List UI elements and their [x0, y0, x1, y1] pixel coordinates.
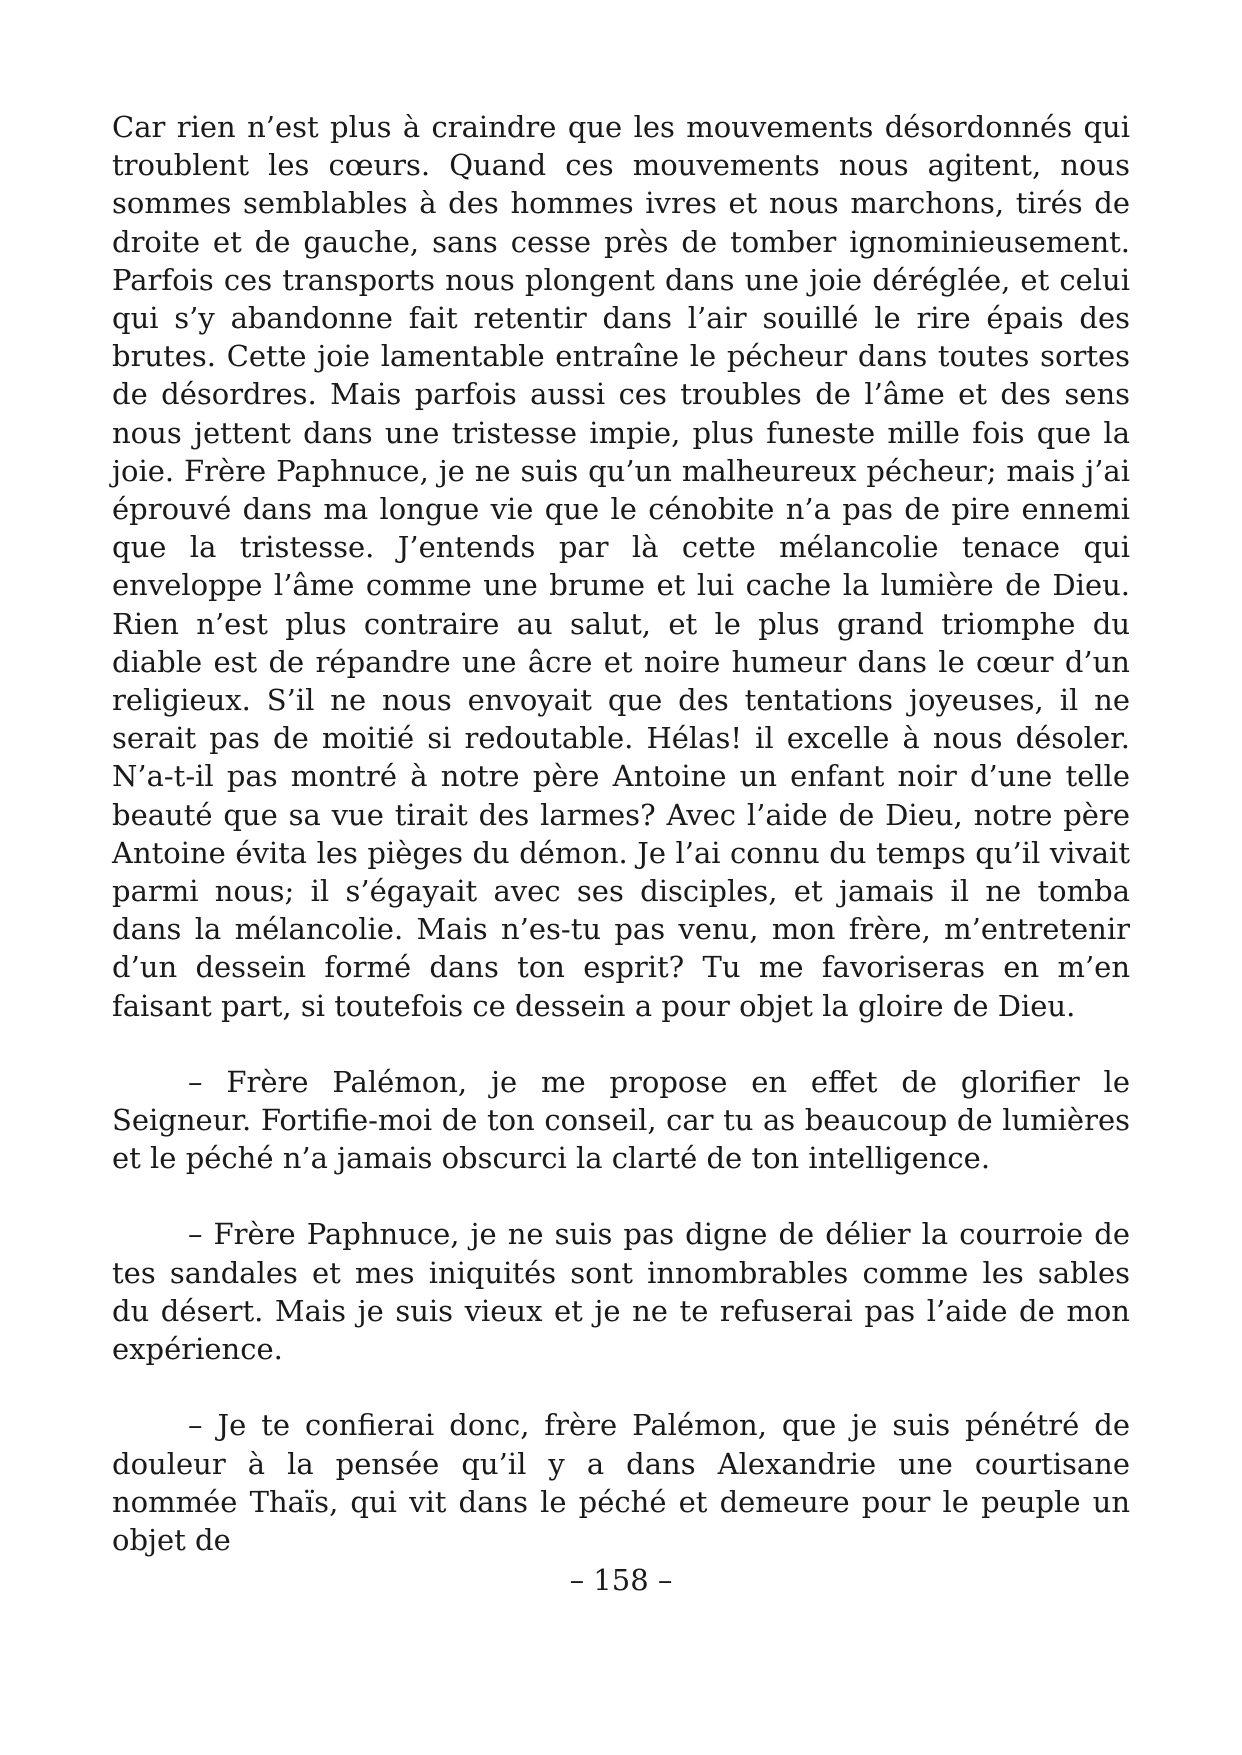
paragraph-dialogue-2: – Frère Paphnuce, je ne suis pas digne de délier la courroie de tes sandales et mes iniquités sont innombrables comme les sables du désert. Mais je suis vieux et je ne te refuserai pas l’aide de mon expérience. [112, 1217, 1130, 1367]
page-body [112, 108, 1130, 1559]
paragraph-dialogue-3: – Je te confierai donc, frère Palémon, que je suis pénétré de douleur à la pensée qu’il y a dans Alexandrie une courtisane nommée Thaïs, qui vit dans le péché et demeure pour le peuple un objet de [112, 1408, 1130, 1557]
paragraph-dialogue-1: – Frère Palémon, je me propose en effet de glorifier le Seigneur. Fortifie-moi de ton conseil, car tu as beaucoup de lumières et le péché n’a jamais obscurci la clarté de ton intelligence. [112, 1064, 1130, 1176]
paragraph-monologue: Car rien n’est plus à craindre que les mouvements désordonnés qui troublent les cœurs. Quand ces mouvements nous agitent, nous sommes semblables à des hommes ivres et nous marchons, tirés de droite et de gauche, sans cesse près de tomber ignominieusement. Parfois ces transports nous plongent dans une joie déréglée, et celui qui s’y abandonne fait retentir dans l’air souillé le rire épais des brutes. Cette joie lamentable entraîne le pécheur dans toutes sortes de désordres. Mais parfois aussi ces troubles de l’âme et des sens nous jettent dans une tristesse impie, plus funeste mille fois que la joie. Frère Paphnuce, je ne suis qu’un malheureux pécheur; mais j’ai éprouvé dans ma longue vie que le cénobite n’a pas de pire ennemi que la tristesse. J’entends par là cette mélancolie tenace qui enveloppe l’âme comme une brume et lui cache la lumière de Dieu. Rien n’est plus contraire au salut, et le plus grand triomphe du diable est de répandre une âcre et noire humeur dans le cœur d’un religieux. S’il ne nous envoyait que des tentations joyeuses, il ne serait pas de moitié si redoutable. Hélas! il excelle à nous désoler. N’a-t-il pas montré à notre père Antoine un enfant noir d’une telle beauté que sa vue tirait des larmes? Avec l’aide de Dieu, notre père Antoine évita les pièges du démon. Je l’ai connu du temps qu’il vivait parmi nous; il s’égayait avec ses disciples, et jamais il ne tomba dans la mélancolie. Mais n’es-tu pas venu, mon frère, m’entretenir d’un dessein formé dans ton esprit? Tu me favoriseras en m’en faisant part, si toutefois ce dessein a pour objet la gloire de Dieu. [112, 110, 1130, 1023]
page-number: – 158 – [569, 1563, 673, 1597]
